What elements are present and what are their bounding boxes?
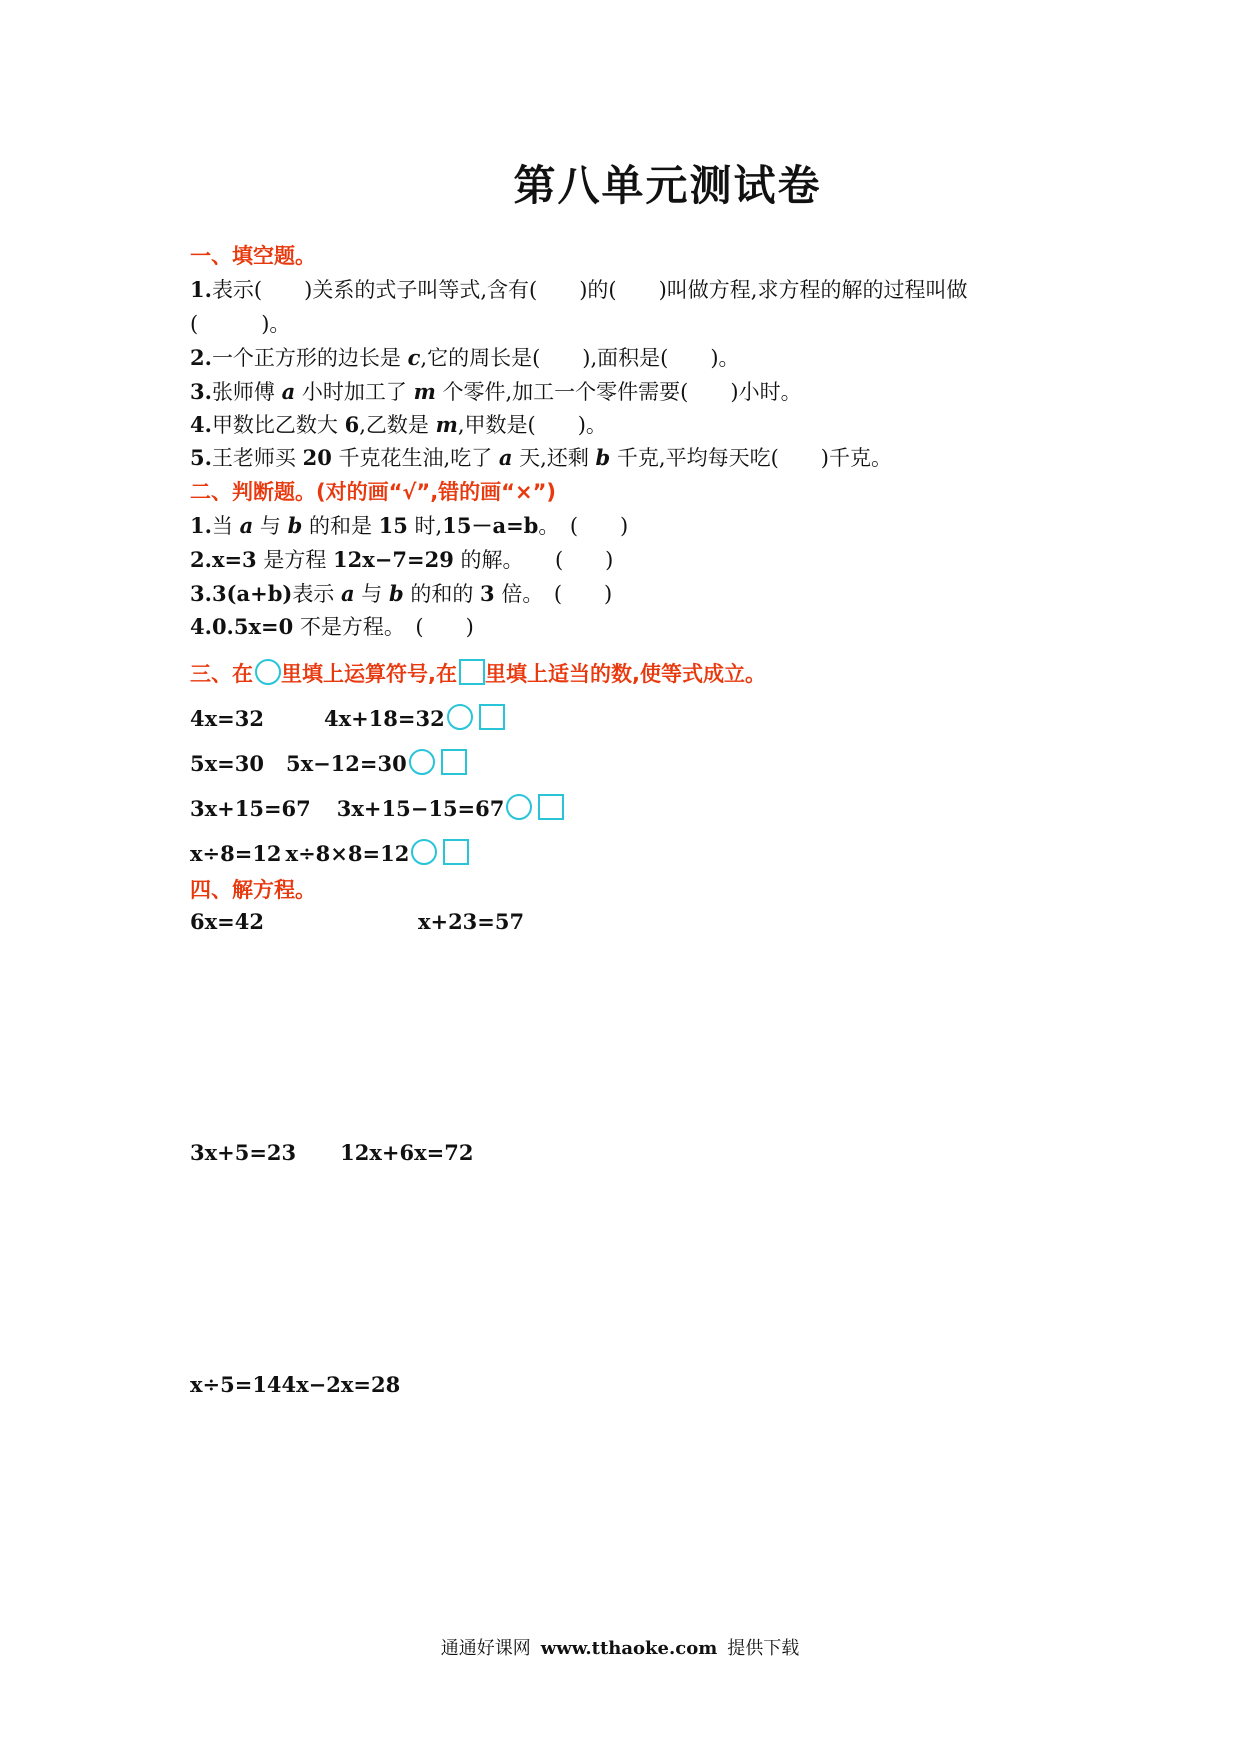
section-2-heading: 二、判断题。(对的画“√”,错的画“×”) <box>190 480 556 504</box>
circle-symbol-icon <box>255 659 281 685</box>
number-box[interactable] <box>538 794 564 820</box>
solve-row-2: 3x+5=23 12x+6x=72 <box>190 1140 474 1165</box>
footer-site-link[interactable]: www.tthaoke.com <box>540 1638 718 1659</box>
question-2-3: 3.3(a+b)表示 a 与 b 的和的 3 倍。 ( ) <box>190 581 613 606</box>
question-2-4: 4.0.5x=0 不是方程。 ( ) <box>190 614 474 639</box>
fill-row-2: 5x=30 5x−12=30 <box>190 749 467 778</box>
question-2-2: 2.x=3 是方程 12x−7=29 的解。 ( ) <box>190 547 614 572</box>
operator-circle[interactable] <box>409 749 435 775</box>
operator-circle[interactable] <box>447 704 473 730</box>
operator-circle[interactable] <box>411 839 437 865</box>
solve-row-1: 6x=42 x+23=57 <box>190 909 525 934</box>
question-1-1: 1.表示( )关系的式子叫等式,含有( )的( )叫做方程,求方程的解的过程叫做 <box>190 277 968 302</box>
square-symbol-icon <box>459 659 485 685</box>
question-1-3: 3.张师傅 a 小时加工了 m 个零件,加工一个零件需要( )小时。 <box>190 379 802 404</box>
question-1-5: 5.王老师买 20 千克花生油,吃了 a 天,还剩 b 千克,平均每天吃( )千克。 <box>190 445 892 470</box>
fill-row-4: x÷8=12 x÷8×8=12 <box>190 839 469 868</box>
number-box[interactable] <box>443 839 469 865</box>
number-box[interactable] <box>479 704 505 730</box>
question-1-2: 2.一个正方形的边长是 c,它的周长是( ),面积是( )。 <box>190 345 740 370</box>
section-3-heading: 三、在 里填上运算符号,在 里填上适当的数,使等式成立。 <box>190 659 766 688</box>
page-title: 第八单元测试卷 <box>513 161 822 210</box>
question-1-4: 4.甲数比乙数大 6,乙数是 m,甲数是( )。 <box>190 412 607 437</box>
operator-circle[interactable] <box>506 794 532 820</box>
question-1-1-cont: ( )。 <box>190 312 291 336</box>
number-box[interactable] <box>441 749 467 775</box>
fill-row-3: 3x+15=67 3x+15−15=67 <box>190 794 564 823</box>
solve-row-3: x÷5=144x−2x=28 <box>190 1372 401 1397</box>
question-2-1: 1.当 a 与 b 的和是 15 时,15－a=b。 ( ) <box>190 513 629 538</box>
footer: 通通好课网 www.tthaoke.com 提供下载 <box>440 1638 800 1659</box>
section-1-heading: 一、填空题。 <box>190 244 316 268</box>
section-4-heading: 四、解方程。 <box>190 878 316 902</box>
fill-row-1: 4x=32 4x+18=32 <box>190 704 505 733</box>
